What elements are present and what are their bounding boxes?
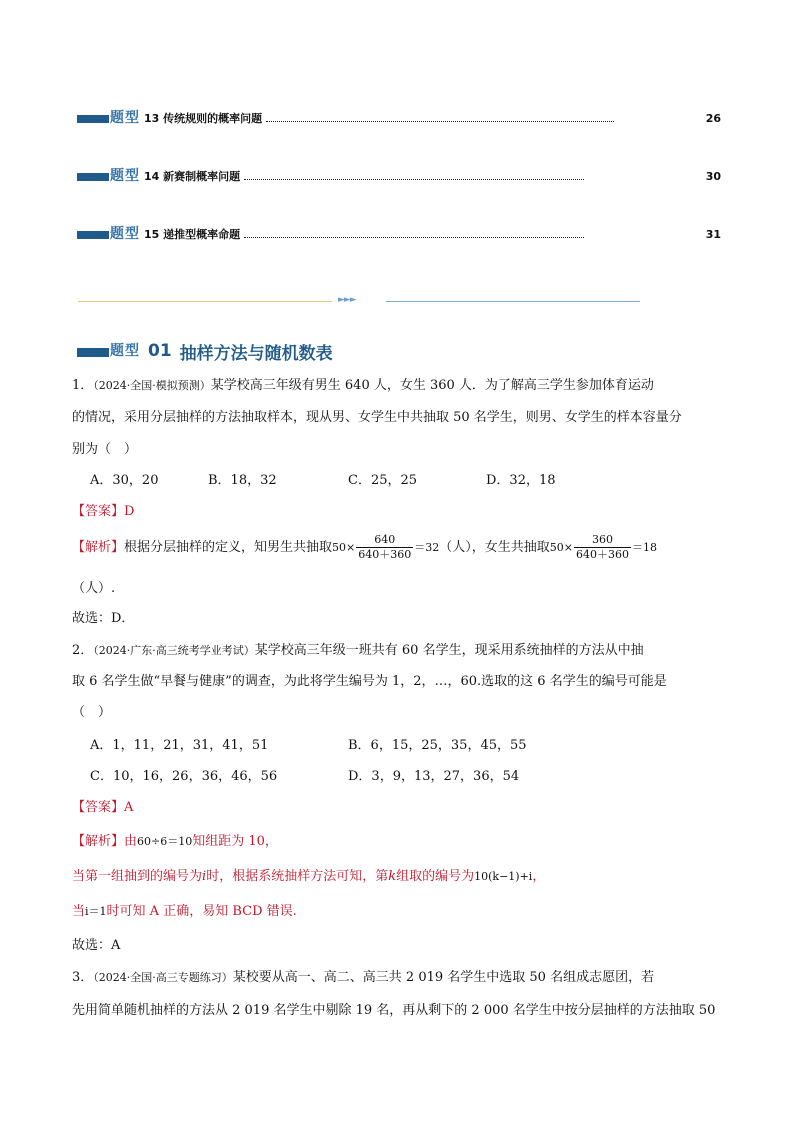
section-divider — [78, 295, 640, 305]
toc-entry-15[interactable] — [77, 226, 721, 242]
q1-analysis — [72, 530, 657, 566]
section-title: 抽样方法与随机数表 — [179, 343, 333, 364]
tag-bar-icon — [77, 115, 109, 123]
q1-analysis-end: （人）. — [72, 581, 116, 596]
q2-line-3: （ ） — [72, 705, 112, 720]
toc-entry-13[interactable] — [77, 110, 721, 126]
q1-option-b: B．18，32 — [208, 473, 277, 488]
fraction: $\frac{640}{640+360}$ — [358, 533, 412, 561]
toc-entry-14[interactable] — [77, 168, 721, 184]
question-type-tag: 题型 — [77, 343, 140, 359]
math-expression: ＝18 — [631, 541, 657, 554]
q2-option-a: A．1，11，21，31，41，51 — [90, 738, 269, 753]
toc-leader — [266, 121, 614, 122]
math-expression: ＝32 — [414, 541, 440, 554]
answer-value: D — [124, 504, 135, 519]
question-type-tag: 题型 — [77, 168, 140, 184]
divider-line-left — [78, 301, 332, 302]
analysis-label: 【解析】 — [72, 540, 125, 555]
math-variable: k — [388, 869, 397, 884]
toc-title: 13 传统规则的概率问题 — [144, 112, 263, 125]
math-expression: 60÷6＝10 — [137, 835, 193, 848]
math-variable: i — [202, 869, 207, 884]
analysis-text: 当第一组抽到的编号为 — [72, 869, 203, 884]
question-type-tag: 题型 — [77, 110, 140, 126]
divider-line-right — [386, 301, 640, 302]
q2-analysis-1 — [72, 833, 278, 851]
q1-option-d: D．32，18 — [486, 473, 556, 488]
analysis-text: 根据分层抽样的定义，知男生共抽取 — [124, 540, 333, 555]
q2-answer — [72, 799, 133, 817]
question-number: 1． — [72, 378, 94, 393]
toc-leader — [244, 179, 584, 180]
answer-label: 【答案】 — [72, 504, 125, 519]
analysis-text: 当 — [72, 904, 86, 919]
q1-line-1 — [72, 377, 654, 395]
q2-option-c: C．10，16，26，36，46，56 — [90, 769, 278, 784]
analysis-text: ， — [532, 869, 546, 884]
question-source: （2024·广东·高三统考学业考试） — [93, 644, 255, 657]
q2-line-1 — [72, 642, 644, 660]
question-source: （2024·全国·模拟预测） — [93, 379, 211, 392]
q1-line-3: 别为（ ） — [72, 442, 138, 457]
toc-page-number: 30 — [705, 169, 721, 183]
answer-label: 【答案】 — [72, 800, 125, 815]
section-heading — [77, 341, 333, 364]
fraction: $\frac{360}{640+360}$ — [575, 533, 629, 561]
question-number: 3． — [72, 970, 94, 985]
q2-line-2: 取 6 名学生做“早餐与健康”的调查，为此将学生编号为 1，2，…，60.选取的这 6 名学生的编号可能是 — [72, 674, 667, 689]
analysis-label: 【解析】 — [72, 834, 125, 849]
analysis-text: 由 — [124, 834, 138, 849]
math-expression: i＝1 — [85, 905, 107, 918]
math-expression: 10(k−1)+i — [474, 870, 533, 883]
question-text: 某学校高三年级有男生 640 人，女生 360 人．为了解高三学生参加体育运动 — [210, 378, 654, 393]
answer-value: A — [124, 800, 134, 815]
q1-conclusion: 故选：D． — [72, 611, 135, 626]
q1-answer — [72, 503, 134, 521]
toc-title: 14 新赛制概率问题 — [144, 170, 241, 183]
tag-bar-icon — [77, 231, 109, 239]
question-source: （2024·全国·高三专题练习） — [93, 971, 233, 984]
question-text: 某学校高三年级一班共有 60 名学生，现采用系统抽样的方法从中抽 — [254, 643, 644, 658]
analysis-text: 时可知 A 正确，易知 BCD 错误. — [106, 904, 297, 919]
analysis-text: （人），女生共抽取 — [439, 540, 550, 555]
tag-bar-icon — [77, 173, 109, 181]
math-expression: 50× — [549, 541, 573, 554]
math-expression: 50× — [332, 541, 356, 554]
section-number: 01 — [148, 341, 172, 361]
toc-page-number: 26 — [705, 111, 721, 125]
tag-bar-icon — [77, 348, 109, 357]
toc-title: 15 递推型概率命题 — [144, 228, 241, 241]
analysis-text: 知组距为 10， — [192, 834, 278, 849]
q1-line-2: 的情况，采用分层抽样的方法抽取样本，现从男、女学生中共抽取 50 名学生，则男、女学生的样本容量分 — [72, 410, 682, 425]
toc-leader — [244, 237, 584, 238]
analysis-text: 组取的编号为 — [396, 869, 475, 884]
question-type-tag: 题型 — [77, 226, 140, 242]
question-text: 某校要从高一、高二、高三共 2 019 名学生中选取 50 名组成志愿团，若 — [232, 970, 655, 985]
q2-analysis-2 — [72, 868, 545, 886]
q3-line-2: 先用简单随机抽样的方法从 2 019 名学生中剔除 19 名，再从剩下的 2 000 名学生中按分层抽样的方法抽取 50 — [72, 1003, 716, 1018]
toc-page-number: 31 — [705, 227, 721, 241]
q1-option-a: A．30，20 — [90, 473, 159, 488]
analysis-text: 时，根据系统抽样方法可知，第 — [206, 869, 389, 884]
q1-option-c: C．25，25 — [348, 473, 418, 488]
q3-line-1 — [72, 969, 654, 987]
question-number: 2． — [72, 643, 94, 658]
q2-conclusion: 故选：A — [72, 938, 121, 953]
divider-arrows-icon: ►►► — [338, 295, 356, 305]
q2-option-d: D．3，9，13，27，36，54 — [348, 769, 520, 784]
q2-option-b: B．6，15，25，35，45，55 — [348, 738, 527, 753]
q2-analysis-3 — [72, 903, 297, 921]
